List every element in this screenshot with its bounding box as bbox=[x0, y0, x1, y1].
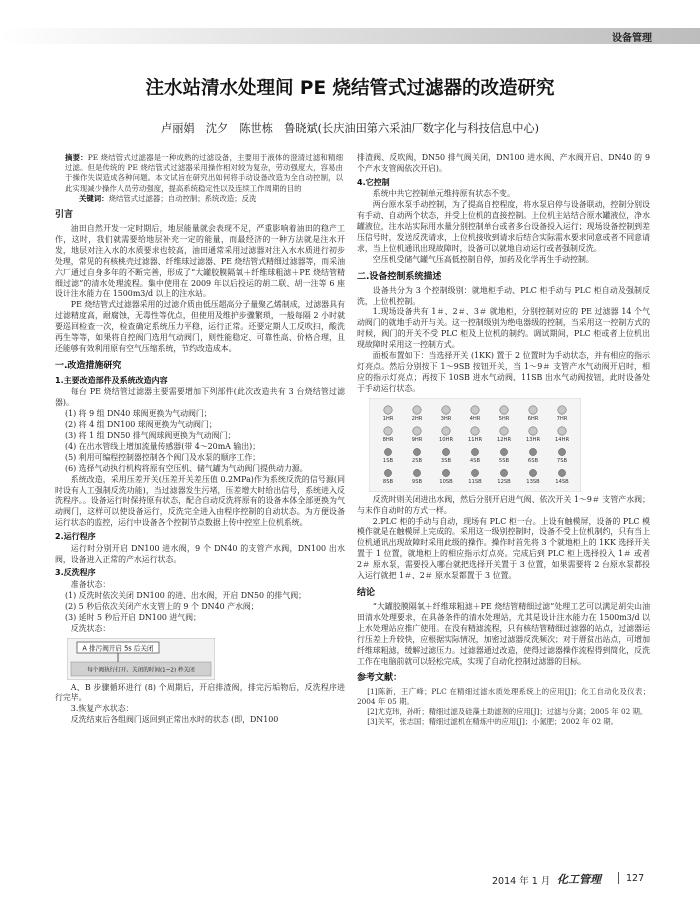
section-1-2-paragraph: 运行时分别开启 DN100 进水阀，9 个 DN40 的支管产水阀，DN100 出水阀，设备进入正常的产水运行状态。 bbox=[55, 543, 345, 564]
section-1-1-heading: 1.主要改造部件及系统改造内容 bbox=[55, 375, 168, 385]
section-1-4-paragraph-2: 两台原水泵手动控制，为了提高自控程度，将水泵启停与设备联动，控制分别设有手动、自动两个状态，并受上位机的直接控制。上位机主站结合原水罐液位，净水罐液位，注水站实际用水量分别控制单台或者多台设备投入运行；现场设备控制到差压信号时，发送反洗请求，上位机接收到请求后结合实际需水要求同意或者不同意请求，当上位机通讯出现故障时，设备可以就地自动运行或者强制反洗。 bbox=[357, 200, 650, 253]
panel-label: 4SB bbox=[469, 457, 481, 464]
references-heading: 参考文献： bbox=[357, 673, 403, 684]
page-number: 127 bbox=[626, 873, 645, 884]
panel-label: 10HR bbox=[438, 436, 454, 443]
figure-caption: 每个阀执行打开、关闭的时间(1~2) 秒关闭 bbox=[87, 667, 195, 674]
restore-state-label: 3.恢复产水状态： bbox=[70, 704, 134, 714]
section-2-paragraph-5: 2.PLC 柜的手动与自动，现场有 PLC 柜一台。上设有触模屏，设备的 PLC 模模作就是在触模屏上完成的。采用这一级别控制时，设备不受上位机制约，只有当上位机通讯出现故障时采用此级的操作。操作时首先将 3 个就地柜上的 1KK 选择开关置于 1 位置，就地柜上的相应指示灯点亮。完成后到 PLC 柜上选择投入 1＃ 或者 2＃ 原水泵，需要投入哪台就把选择开关置于 3 位置，如果需要将 2 台原水泵都投入运行就把 1＃、2＃ 原水泵都置于 3 位置。 bbox=[357, 516, 650, 581]
list-item: (3) 延时 5 秒后开启 DN100 进气阀； bbox=[65, 612, 201, 622]
section-1-3-heading: 3.反洗程序 bbox=[55, 568, 96, 578]
list-item: (1) 反洗时依次关闭 DN100 的进、出水阀，开启 DN50 的排气阀； bbox=[65, 590, 306, 600]
section-1-1-paragraph-2: 系统改造，采用压差开关(压差开关差压值 0.2MPa)作为系统反洗的信号源(同时设有人工强制反洗功能)，当过滤器发生污堵，压差增大时给出信号，系统进入反洗程序。。设备运行时保持原有状态，配合自动反洗将原有的设备本体全部更换为气动阀门，这样可以使设备运行，反洗完全进入由程序控制的自动状态。为方便设备运行状态的监控，运行中设备各个控制节点数据上传中控室上位机系统。 bbox=[55, 474, 345, 528]
header-bar bbox=[0, 28, 700, 44]
section-1-3-paragraph: A、B 步骤循环进行 (8) 个周期后，开启排渣阀，排完污垢物后，反洗程序进行完毕。 bbox=[55, 682, 345, 703]
panel-label: 12SB bbox=[497, 478, 511, 485]
panel-label: 8HR bbox=[382, 436, 394, 443]
reference-item: [2]尤克玮，孙昕；精细过滤及硅藻土助滤剂的应用[J]；过滤与分离；2005 年 02 期。 bbox=[367, 707, 648, 717]
prep-state-label: 准备状态： bbox=[70, 579, 111, 589]
panel-label: 3HR bbox=[440, 415, 452, 422]
footer-divider bbox=[618, 872, 619, 884]
keywords bbox=[79, 194, 343, 204]
section-2-paragraph-1: 设备共分为 3 个控制级别：就地柜手动、PLC 柜手动与 PLC 柜自动及强制反洗，上位机控制。 bbox=[357, 285, 650, 306]
panel-label: 7SB bbox=[556, 457, 568, 464]
issue-date: 2014 年 1 月 bbox=[492, 876, 551, 887]
list-item: (6) 选择气动执行机构将原有空压机、储气罐为气动阀门提供动力源。 bbox=[65, 463, 308, 473]
panel-label: 5SB bbox=[498, 457, 510, 464]
section-1-heading: 一.改造措施研究 bbox=[55, 360, 122, 371]
panel-label: 10SB bbox=[439, 478, 453, 485]
panel-label: 5HR bbox=[498, 415, 510, 422]
reference-item: [1]陈新，王广峰；PLC 在精细过滤水质处理系统上的应用[J]；化工自动化及仪表；2004 年 05 期。 bbox=[357, 687, 650, 707]
panel-label: 9HR bbox=[411, 436, 423, 443]
reference-item: [3]关军，张志国；精细过滤机在精炼中的应用[J]；小氮肥；2002 年 02 期。 bbox=[367, 717, 619, 727]
header-stripe bbox=[0, 28, 700, 44]
panel-drawing bbox=[369, 398, 581, 492]
panel-label: 13HR bbox=[525, 436, 541, 443]
intro-heading: 引言 bbox=[55, 210, 74, 221]
section-2-paragraph-3: 面板布置如下：当选择开关 (1KK) 置于 2 位置时为手动状态，并有相应的指示灯亮点。然后分别按下 1～9SB 按钮开关，当 1～9＃ 支管产水气动阀开启时，相应的指示灯亮点；再按下 10SB 进水气动阀、11SB 出水气动阀按钮，此时设备处于手动运行状态。 bbox=[357, 351, 650, 393]
panel-label: 2HR bbox=[411, 415, 423, 422]
list-item: (5) 利用可编程控制器控制各个阀门及水泵的顺序工作； bbox=[65, 452, 261, 462]
list-item: (4) 在出水管线上增加流量传感器(带 4～20mA 输出)； bbox=[65, 441, 261, 451]
section-2-paragraph-4: 反洗时则关闭进出水阀，然后分别开启进气阀、依次开关 1～9＃ 支管产水阀；与末作自动时的方式一样。 bbox=[357, 494, 650, 515]
section-1-3-paragraph-2: 反洗结束后各组阀门返回到正常出水时的状态 (即，DN100 bbox=[70, 715, 279, 725]
section-2-paragraph-2: 1.现场设备共有 1＃、2＃、3＃ 就地柜，分别控制对应的 PE 过滤器 14 个气动阀门的就地手动开与关。这一控制级别为绝电器级的控制，当采用这一控制方式的时候，阀门的开关不受 PLC 柜及上位机的制约。调试期间，PLC 柜或者上位机出现故障时采用这一控制方式。 bbox=[357, 307, 650, 350]
section-1-4-paragraph-3: 空压机受储气罐气压高低控制自停，加药及化学再生手动控制。 bbox=[372, 254, 594, 264]
journal-name: 化工管理 bbox=[557, 873, 601, 886]
right-column bbox=[357, 153, 650, 861]
keywords-label: 关键词： bbox=[79, 193, 109, 203]
panel-label: 6SB bbox=[527, 457, 539, 464]
panel-label: 12HR bbox=[496, 436, 512, 443]
paper-title: 注水站清水处理间 PE 烧结管式过滤器的改造研究 bbox=[145, 78, 555, 99]
section-1-4-heading: 4.它控制 bbox=[357, 177, 390, 187]
panel-label: 6HR bbox=[527, 415, 539, 422]
conclusion-heading: 结论 bbox=[357, 587, 376, 598]
panel-label: 1HR bbox=[382, 415, 394, 422]
backwash-sequence-figure bbox=[67, 638, 215, 680]
intro-paragraph-2: PE 烧结管式过滤器采用的过滤介质由低压超高分子量聚乙烯制成，过滤器具有过滤精度高，耐腐蚀，无毒性等优点，但使用及维护步骤繁琐，一般每隔 2 小时就要巡回检查一次，检查确定系统压力平稳，运行正常。还要定期人工反吹扫，酸洗再生等等，如果将自控阀门选用气动阀门，则性能稳定、可靠性高、价格合理，且还能够有效利用原有空气压缩系统，节约改造成本。 bbox=[55, 300, 345, 353]
keywords-text: 烧结管式过滤器；自动控制；系统改造；反洗 bbox=[108, 193, 257, 203]
control-panel-figure bbox=[369, 398, 581, 492]
abstract-label: 摘要： bbox=[65, 153, 88, 162]
continued-paragraph: 排渣阀、反吹阀，DN50 排气阀关闭，DN100 进水阀、产水阀开启、DN40 的 9 个产水支管阀依次开启)。 bbox=[357, 153, 650, 173]
panel-label: 8SB bbox=[382, 478, 394, 485]
section-1-4-paragraph-1: 系统中共它控制单元维持原有状态不变。 bbox=[372, 189, 515, 199]
references-list bbox=[357, 687, 650, 727]
panel-label: 14SB bbox=[555, 478, 569, 485]
abstract-text: PE 烧结管式过滤器是一种成熟的过滤设备，主要用于液体的澄清过滤和精细过滤。但是传统的 PE 烧结管式过滤器采用操作相对较为复杂，劳动强度大，容易由于操作失误造成各种问题。本文试旨在研究出如何将手动设备改造为全自动控制，以此实现减少操作人员劳动强度，提高系统稳定性以及连续工作周期的目的 bbox=[65, 153, 343, 193]
abstract bbox=[65, 153, 343, 194]
panel-label: 14HR bbox=[554, 436, 570, 443]
left-column bbox=[55, 153, 345, 861]
panel-label: 11SB bbox=[468, 478, 482, 485]
panel-label: 1SB bbox=[382, 457, 394, 464]
list-item: (2) 5 秒后依次关闭产水支管上的 9 个 DN40 产水阀； bbox=[65, 601, 259, 611]
panel-label: 2SB bbox=[411, 457, 423, 464]
panel-label: 9SB bbox=[411, 478, 423, 485]
section-2-heading: 二.设备控制系统描述 bbox=[357, 271, 442, 282]
section-1-2-heading: 2.运行程序 bbox=[55, 532, 96, 542]
figure-label: A 排污阀开启 5s 后关闭 bbox=[82, 644, 154, 653]
panel-label: 4HR bbox=[469, 415, 481, 422]
panel-label: 3SB bbox=[440, 457, 452, 464]
list-item: (2) 将 4 组 DN100 球阀更换为气动阀门； bbox=[65, 420, 217, 430]
section-label: 设备管理 bbox=[612, 33, 652, 44]
conclusion-paragraph: “大罐胶膜隔氧＋纤维球粗滤＋PE 烧结管精细过滤”处理工艺可以满足胡尖山油田清水处理要求，在具备条件的清水处理站，尤其是设计注水能力在 1500m3/d 以上水处理站应推广使用。在没有精滤流程，只有核结管精细过滤器的站点，过滤器运行压差上升较快，应根据实际情况，加密过滤器反洗频次；对于厝贫出站点，可增加纤维球粗滤，缓解过滤压力。过滤器通过改造，使得过滤器操作流程得到简化，反洗工作在电脑前就可以轻松完成，实现了自动化控制过滤器的目标。 bbox=[357, 601, 650, 666]
panel-label: 13SB bbox=[526, 478, 540, 485]
backwash-state-label: 反洗状态： bbox=[70, 623, 111, 633]
list-item: (1) 将 9 组 DN40 球阀更换为气动阀门； bbox=[65, 409, 212, 419]
page-footer bbox=[0, 870, 700, 888]
section-1-1-paragraph: 每台 PE 烧结管过滤器主要需要增加下列部件(此次改造共有 3 台烧结管过滤器)。 bbox=[55, 387, 345, 408]
list-item: (3) 将 1 组 DN50 排气阀球阀更换为气动阀门； bbox=[65, 431, 236, 441]
figure-drawing bbox=[67, 638, 215, 680]
intro-paragraph-1: 油田自然开发一定时期后，地层能量就会表现不足，严重影响着油田的稳产工作，这时，我们就需要给地层补充一定的能量，而最经济的一种方法就是注水开发，地层对注入水的水质要求也较高，油田通常采用过滤器对注入水水质进行初步处理，常见的有核桃壳过滤器、纤维球过滤器、PE 烧结管式精细过滤器等，而采油六厂通过自身多年的不断完善，形成了“大罐胶膜隔氧＋纤维球粗滤＋PE 烧结管精细过滤”的清水处理流程。集中使用在 2009 年以后投运的胡二联、胡一注等 6 座设计注水能力在 1500m3/d 以上的注水站。 bbox=[55, 224, 345, 299]
authors: 卢丽娟 沈夕 陈世栋 鲁晓斌(长庆油田第六采油厂数字化与科技信息中心) bbox=[161, 122, 539, 135]
panel-label: 7HR bbox=[556, 415, 568, 422]
panel-label: 11HR bbox=[467, 436, 483, 443]
